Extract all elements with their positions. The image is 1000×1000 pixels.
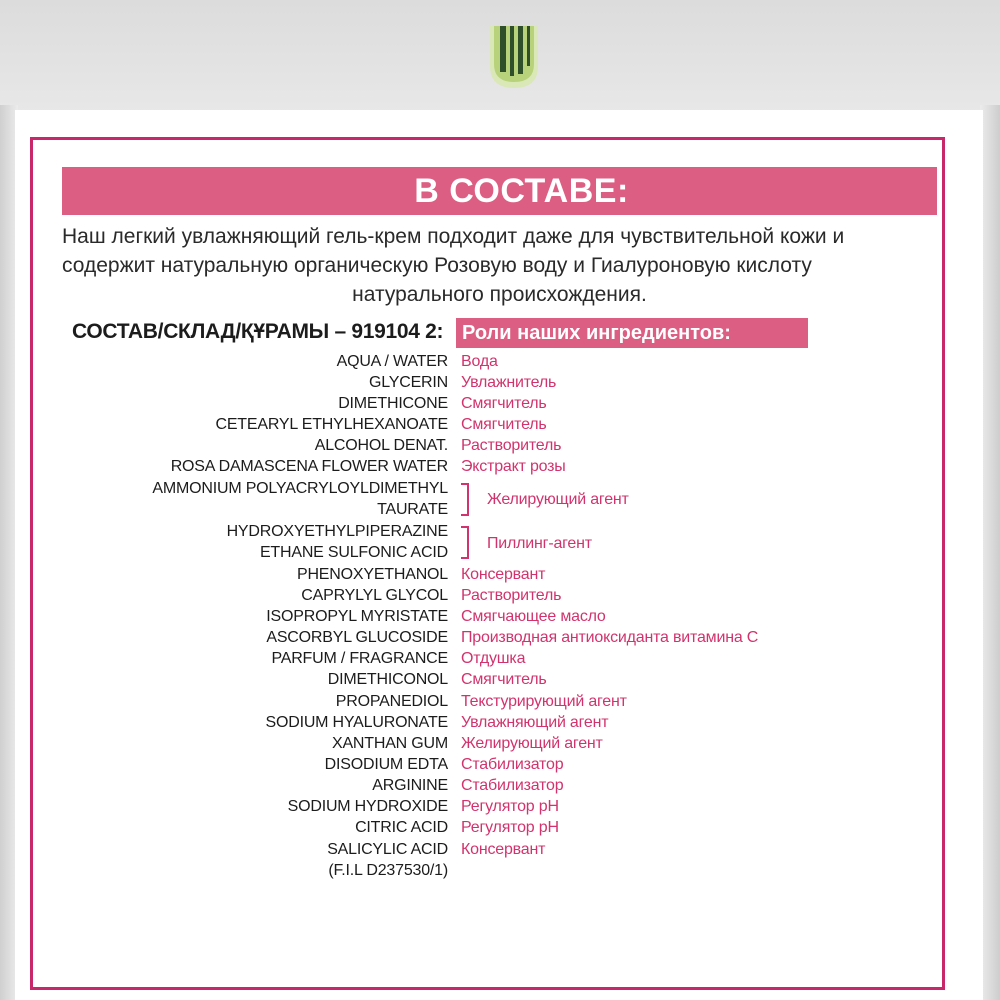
- intro-line: натурального происхождения.: [352, 283, 647, 306]
- role-item: Смягчитель: [461, 395, 547, 412]
- role-item: Пиллинг-агент: [487, 535, 592, 552]
- ingredient-item: CETEARYL ETHYLHEXANOATE: [215, 416, 448, 433]
- ingredient-item: HYDROXYETHYLPIPERAZINE: [226, 523, 448, 540]
- role-item: Отдушка: [461, 650, 526, 667]
- section-banner: [62, 167, 937, 215]
- role-item: Растворитель: [461, 587, 562, 604]
- role-item: Экстракт розы: [461, 458, 566, 475]
- ingredient-item: TAURATE: [377, 501, 448, 518]
- role-item: Стабилизатор: [461, 756, 564, 773]
- ingredient-item: SODIUM HYALURONATE: [265, 714, 448, 731]
- ingredient-item: SODIUM HYDROXIDE: [287, 798, 448, 815]
- role-item: Смягчитель: [461, 416, 547, 433]
- ingredient-item: PARFUM / FRAGRANCE: [271, 650, 448, 667]
- roles-title-box: [456, 318, 808, 348]
- ingredient-item: PROPANEDIOL: [335, 693, 448, 710]
- banner-title: В СОСТАВЕ:: [414, 171, 629, 210]
- ingredient-item: CITRIC ACID: [355, 819, 448, 836]
- intro-line: содержит натуральную органическую Розовую воду и Гиалуроновую кислоту: [62, 254, 812, 277]
- ingredient-item: ISOPROPYL MYRISTATE: [266, 608, 448, 625]
- ingredient-item: CAPRYLYL GLYCOL: [301, 587, 448, 604]
- role-item: Увлажнитель: [461, 374, 557, 391]
- ingredient-item: DIMETHICONE: [338, 395, 448, 412]
- role-item: Растворитель: [461, 437, 562, 454]
- role-item: Консервант: [461, 566, 546, 583]
- ingredient-item: SALICYLIC ACID: [327, 841, 448, 858]
- role-bracket: [461, 483, 469, 516]
- role-item: Желирующий агент: [461, 735, 603, 752]
- ingredient-item: PHENOXYETHANOL: [296, 566, 448, 583]
- composition-title: СОСТАВ/СКЛАД/ҚҰРАМЫ – 919104 2:: [72, 320, 444, 343]
- ingredient-item: DIMETHICONOL: [327, 671, 448, 688]
- role-item: Консервант: [461, 841, 546, 858]
- formula-note: (F.I.L D237530/1): [328, 862, 448, 879]
- role-bracket: [461, 526, 469, 559]
- intro-line: Наш легкий увлажняющий гель-крем подходит даже для чувствительной кожи и: [62, 225, 845, 248]
- role-item: Регулятор pH: [461, 819, 559, 836]
- ingredient-item: AMMONIUM POLYACRYLOYLDIMETHYL: [152, 480, 448, 497]
- ingredient-item: XANTHAN GUM: [331, 735, 448, 752]
- role-item: Желирующий агент: [487, 491, 629, 508]
- role-item: Регулятор pH: [461, 798, 559, 815]
- role-item: Увлажняющий агент: [461, 714, 609, 731]
- role-item: Вода: [461, 353, 498, 370]
- role-item: Текстурирующий агент: [461, 693, 627, 710]
- ingredient-item: ASCORBYL GLUCOSIDE: [266, 629, 448, 646]
- ingredient-item: ALCOHOL DENAT.: [314, 437, 448, 454]
- ingredient-item: ROSA DAMASCENA FLOWER WATER: [170, 458, 448, 475]
- role-item: Смягчающее масло: [461, 608, 606, 625]
- brand-logo-icon: [486, 26, 542, 92]
- ingredient-item: DISODIUM EDTA: [324, 756, 448, 773]
- ingredient-item: ETHANE SULFONIC ACID: [259, 544, 448, 561]
- ingredient-item: GLYCERIN: [368, 374, 448, 391]
- role-item: Смягчитель: [461, 671, 547, 688]
- intro-paragraph: [62, 222, 937, 309]
- box-side-shadow-right: [980, 105, 1000, 1000]
- role-item: Стабилизатор: [461, 777, 564, 794]
- ingredient-item: ARGININE: [372, 777, 448, 794]
- ingredient-item: AQUA / WATER: [336, 353, 448, 370]
- roles-title: Роли наших ингредиентов:: [462, 321, 731, 344]
- role-item: Производная антиоксиданта витамина С: [461, 629, 759, 646]
